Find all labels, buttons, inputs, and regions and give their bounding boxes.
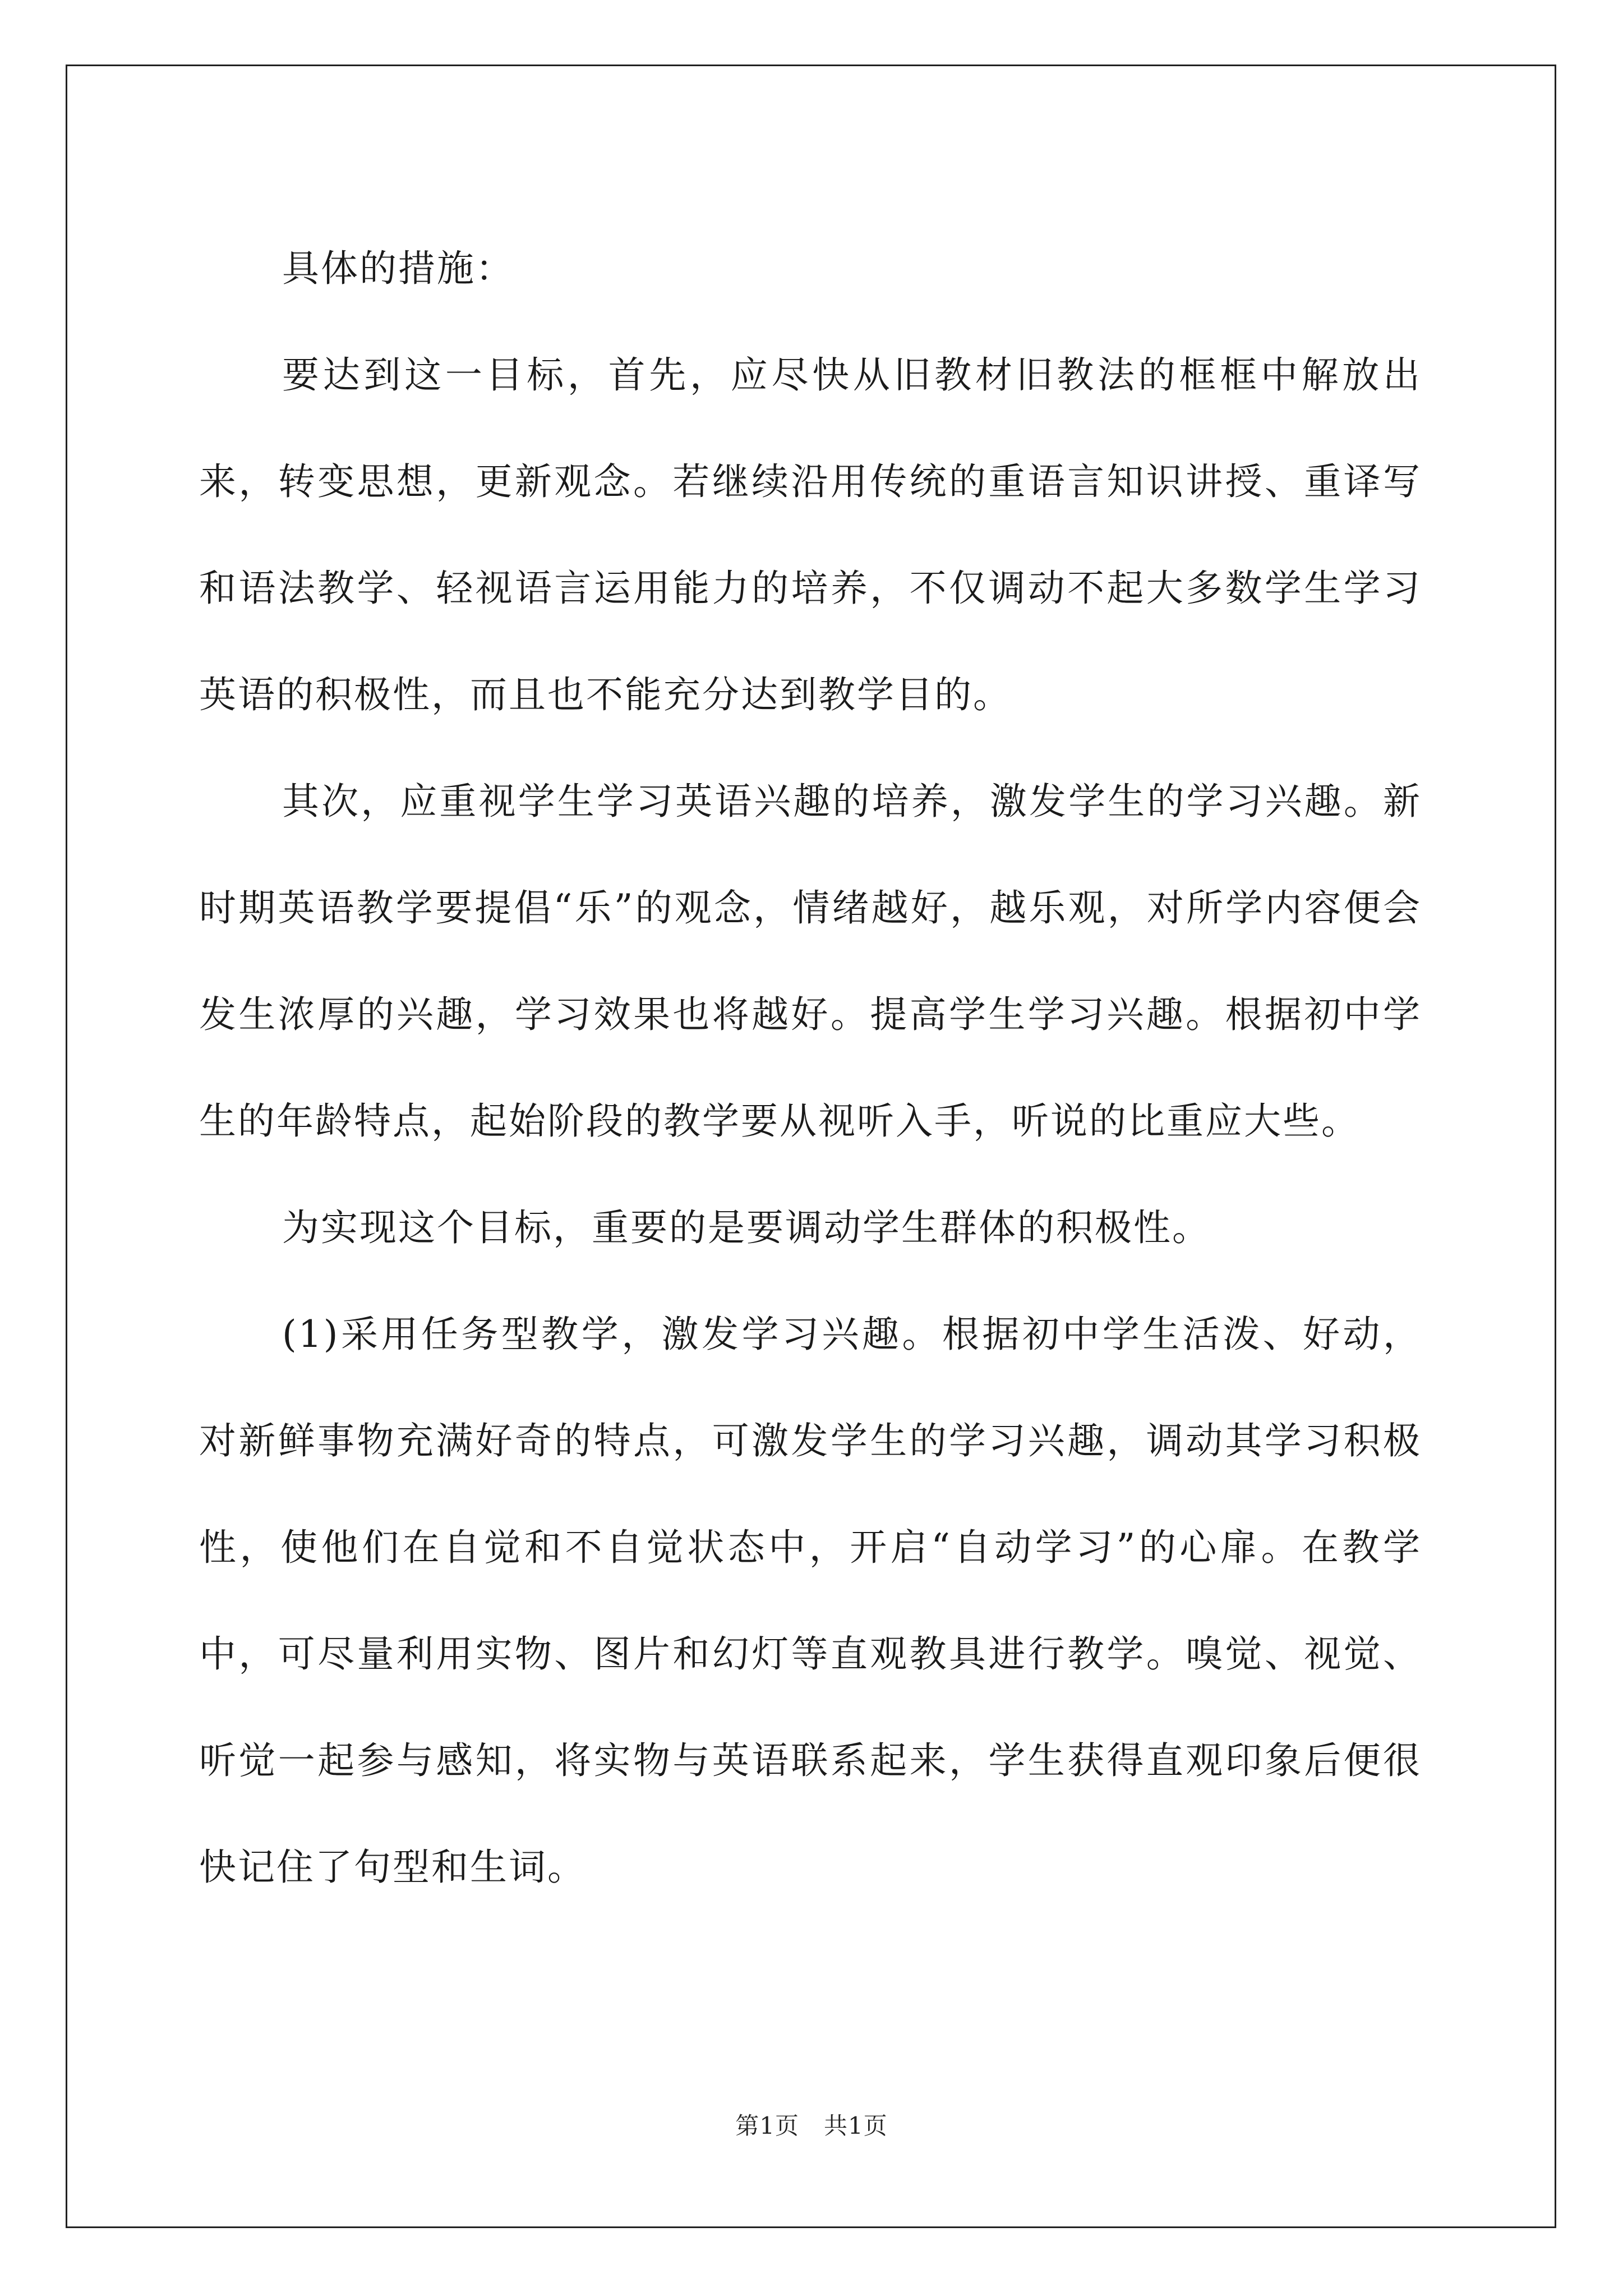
page-number-total: 共1页 (824, 2112, 888, 2139)
paragraph-goal: 为实现这个目标，重要的是要调动学生群体的积极性。 (282, 1206, 1211, 1249)
paragraph-first-step: 要达到这一目标，首先，应尽快从旧教材旧教法的框框中解放出来，转变思想，更新观念。若继续沿用传统的重语言知识讲授、重译写和语法教学、轻视语言运用能力的培养，不仅调动不起大多数学生学习英语的积极性，而且也不能充分达到教学目的。 (199, 353, 1422, 716)
paragraph-measures-heading: 具体的措施： (282, 247, 514, 290)
page-number-current: 第1页 (735, 2112, 799, 2139)
page-footer (0, 2108, 1623, 2141)
document-body (199, 215, 1422, 1921)
paragraph-task-based-teaching: (1)采用任务型教学，激发学习兴趣。根据初中学生活泼、好动，对新鲜事物充满好奇的特点，可激发学生的学习兴趣，调动其学习积极性，使他们在自觉和不自觉状态中，开启“自动学习”的心扉。在教学中，可尽量利用实物、图片和幻灯等直观教具进行教学。嗅觉、视觉、听觉一起参与感知，将实物与英语联系起来，学生获得直观印象后便很快记住了句型和生词。 (199, 1313, 1422, 1889)
paragraph-second-step: 其次，应重视学生学习英语兴趣的培养，激发学生的学习兴趣。新时期英语教学要提倡“乐”的观念，情绪越好，越乐观，对所学内容便会发生浓厚的兴趣，学习效果也将越好。提高学生学习兴趣。根据初中学生的年龄特点，起始阶段的教学要从视听入手，听说的比重应大些。 (199, 780, 1422, 1143)
